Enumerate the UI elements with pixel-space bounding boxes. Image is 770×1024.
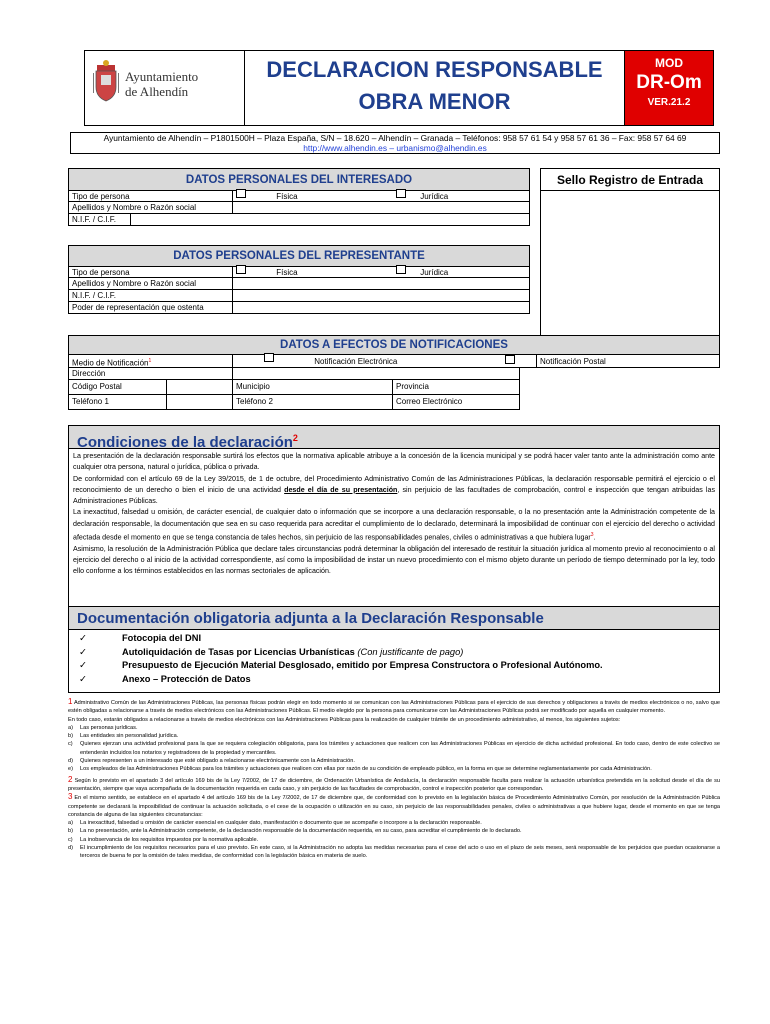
footnote-list-item	[68, 765, 720, 773]
condiciones-p2-underlined: desde el día de su presentación	[284, 485, 398, 494]
tel1-label: Teléfono 1	[69, 395, 167, 409]
doc-item-text: Autoliquidación de Tasas por Licencias Urbanísticas	[122, 646, 358, 657]
tel2-label: Teléfono 2	[233, 395, 393, 409]
list-marker: b)	[68, 828, 73, 835]
cp-label: Código Postal	[69, 380, 167, 394]
rep-fisica-checkbox[interactable]	[236, 265, 246, 274]
doc-item-presupuesto	[69, 659, 719, 673]
list-text: Quienes representen a un interesado que esté obligado a relacionarse electrónicamente con la Administración.	[80, 758, 355, 765]
rep-nombre-label: Apellidos y Nombre o Razón social	[69, 278, 233, 289]
footnote-2-text: Según lo previsto en el apartado 3 del artículo 169 bis de la Ley 7/2002, de 17 de diciembre, de Ordenación Urbanística de Andalucía, la declaración responsable faculta para realizar la actuación urbanística pretendida en la solicitud desde el día de su presentación, siempre que vaya acompañada de la documentación requerida en cada caso, y sin perjuicio de las facultades de comprobación, control e inspección posterior que correspondan.	[68, 777, 720, 792]
condiciones-p3: La inexactitud, falsedad u omisión, de carácter esencial, de cualquier dato o información que se incorpore a una declaración responsable, o la no presentación ante la Administración competente de la declaración responsable, la documentación que sea en su caso requerida para acreditar el cumplimiento de lo declarado, determinará la imposibilidad de continuar con el ejercicio del derecho o actividad afectada desde el momento en que se tenga constancia de tales hechos, sin perjuicio de las responsabilidades penales, civiles o administrativas a que hubiera lugar$^3$.	[73, 508, 715, 542]
postal-checkbox[interactable]	[505, 355, 515, 364]
list-marker: a)	[68, 820, 73, 827]
electronica-label: Notificación Electrónica	[314, 357, 398, 366]
footnote-list-item	[68, 819, 720, 827]
footnote-list-item	[68, 836, 720, 844]
provincia-label: Provincia	[396, 382, 429, 391]
registro-entrada-box	[540, 168, 720, 338]
footnote-2-number: 2	[68, 774, 73, 784]
rep-nif-input[interactable]	[233, 290, 529, 301]
rep-fisica-option	[233, 267, 393, 277]
footnote-list-item	[68, 757, 720, 765]
rep-nombre-input[interactable]	[233, 278, 529, 289]
rep-juridica-label: Jurídica	[420, 268, 449, 277]
footnote-3-number: 3	[68, 792, 73, 802]
cp-row	[68, 380, 520, 395]
logo-line-1: Ayuntamiento	[125, 69, 199, 84]
condiciones-p3-footnote-ref: 3	[590, 532, 594, 539]
municipio-label: Municipio	[233, 380, 393, 394]
footnote-1-text: Administrativo Común de las Administraciones Públicas, las personas físicas podrán elegir en todo momento si se comunican con las Administraciones Públicas para el ejercicio de sus derechos y obligaciones a través de medios electrónicos o no, salvo que estén obligadas a relacionarse a través de medios electrónicos con las Administraciones Públicas. El medio elegido por la persona para comunicarse con las Administraciones Públicas podrá ser modificado por aquella en cualquier momento.	[68, 700, 720, 715]
rep-fisica-label: Física	[276, 268, 298, 277]
fisica-option	[233, 191, 393, 201]
list-marker: b)	[68, 733, 73, 740]
representante-tipo-row	[68, 266, 530, 278]
check-mark-icon: ✓	[79, 646, 87, 657]
tipo-label: Tipo de persona	[69, 191, 233, 201]
registro-entrada-title: Sello Registro de Entrada	[541, 169, 719, 191]
list-text: El incumplimiento de los requisitos necesarios para el uso previsto. En este caso, si la Administración no adopta las medidas necesarias para el cese del acto o uso en el plazo de seis meses, será responsable de los perjuicios que puedan ocasionarse a terceros de buena fe por la omisión de tales medidas, de conformidad con la legislación básica en materia de suelo.	[80, 845, 720, 860]
juridica-checkbox[interactable]	[396, 189, 406, 198]
rep-nif-label: N.I.F. / C.I.F.	[69, 290, 233, 301]
list-marker: d)	[68, 758, 73, 765]
rep-juridica-checkbox[interactable]	[396, 265, 406, 274]
footnote-1	[68, 698, 720, 716]
medio-row	[68, 354, 720, 368]
check-mark-icon: ✓	[79, 633, 87, 643]
representante-title: DATOS PERSONALES DEL REPRESENTANTE	[68, 245, 530, 266]
juridica-option	[393, 191, 531, 201]
doc-item-note: (Con justificante de pago)	[357, 646, 464, 657]
nombre-input[interactable]	[233, 202, 529, 213]
list-text: La inobservancia de los requisitos impuestos por la normativa aplicable.	[80, 836, 259, 843]
footnote-list-item	[68, 844, 720, 861]
correo-label: Correo Electrónico	[396, 397, 463, 406]
nif-input[interactable]	[131, 214, 529, 225]
address-line: Ayuntamiento de Alhendín – P1801500H – Plaza España, S/N – 18.620 – Alhendín – Granada – Teléfonos: 958 57 61 54 y 958 57 61 36 – Fax: 958 57 64 69	[103, 133, 687, 143]
footnote-3-list	[68, 819, 720, 860]
juridica-label: Jurídica	[420, 192, 449, 201]
list-text: Las entidades sin personalidad jurídica.	[80, 733, 179, 740]
medio-label-text: Medio de Notificación	[72, 358, 149, 368]
footnote-2	[68, 776, 720, 794]
doc-item-tasas	[69, 646, 719, 660]
documentacion-list	[68, 630, 720, 693]
list-text: La no presentación, ante la Administración competente, de la declaración responsable de la documentación requerida, en su caso, para acreditar el cumplimiento de lo declarado.	[80, 828, 522, 835]
doc-item-dni	[69, 632, 719, 646]
check-mark-icon: ✓	[79, 660, 87, 670]
document-title-line-1: DECLARACION RESPONSABLE	[266, 57, 603, 82]
interesado-tipo-row	[68, 190, 530, 202]
doc-item-text: Presupuesto de Ejecución Material Desglosado, emitido por Empresa Constructora o Profesional Autónomo.	[122, 660, 603, 670]
footnotes	[68, 698, 720, 861]
list-text: Los empleados de las Administraciones Públicas para los trámites y actuaciones que realicen con ellas por razón de su condición de empleado público, en la forma en que se determine reglamentariamente por cada Administración.	[80, 766, 652, 773]
rep-nombre-row	[68, 278, 530, 290]
postal-label: Notificación Postal	[540, 357, 606, 366]
direccion-input[interactable]	[233, 368, 519, 379]
telefono-row	[68, 395, 520, 410]
notificaciones-title: DATOS A EFECTOS DE NOTIFICACIONES	[68, 335, 720, 354]
interesado-title: DATOS PERSONALES DEL INTERESADO	[68, 168, 530, 190]
medio-footnote-ref: 1	[148, 358, 152, 364]
footnote-1b: En todo caso, estarán obligados a relacionarse a través de medios electrónicos con las Administraciones Públicas para la realización de cualquier trámite de un procedimiento administrativo, al menos, los siguientes sujetos:	[68, 716, 621, 723]
logo-text	[125, 69, 198, 99]
rep-juridica-option	[393, 267, 531, 277]
logo-line-2: de Alhendín	[125, 84, 189, 99]
footnote-list-item	[68, 827, 720, 835]
condiciones-p1: La presentación de la declaración responsable surtirá los efectos que la normativa aplicable atribuye a la concesión de la licencia municipal y se podrá hacer valer tanto ante la administración como ante cualquier otra persona, natural o jurídica, pública o privada.	[73, 452, 715, 472]
footnote-3-text: En el mismo sentido, se establece en el apartado 4 del artículo 169 bis de la Ley 7/2002, de 17 de diciembre que, de conformidad con lo previsto en la legislación básica de Procedimiento Administrativo Común, por resolución de la Administración Pública competente se declarará la imposibilidad de continuar la actuación solicitada, o el cese de la ocupación o utilización en su caso, sin perjuicio de las responsabilidades penales, civiles o administrativas a que hubiere lugar, desde el momento en que se tenga constancia de alguna de las siguientes circunstancias:	[68, 795, 720, 818]
list-text: Quienes ejerzan una actividad profesional para la que se requiera colegiación obligatoria, para los trámites y actuaciones que realicen con las Administraciones Públicas en ejercicio de dicha actividad profesional. En todo caso, dentro de este colectivo se entenderán incluidos los notarios y registradores de la propiedad y mercantiles.	[80, 741, 720, 756]
coat-of-arms-icon	[93, 59, 119, 103]
list-marker: c)	[68, 741, 73, 748]
cp-input[interactable]	[167, 380, 233, 394]
footnote-3	[68, 793, 720, 819]
logo-cell	[85, 51, 245, 125]
direccion-row	[68, 368, 520, 380]
condiciones-p3-text: La inexactitud, falsedad u omisión, de carácter esencial, de cualquier dato o información que se incorpore a una declaración responsable, o la no presentación ante la Administración competente de la declaración responsable, la documentación que sea en su caso requerida para acreditar el cumplimiento de lo declarado, determinará la imposibilidad de continuar con el ejercicio del derecho o actividad afectada desde el momento en que se tenga constancia de tales hechos, sin perjuicio de las responsabilidades penales, civiles o administrativas a que hubiera lugar	[73, 508, 715, 542]
document-title-line-2: OBRA MENOR	[358, 89, 511, 114]
mod-label: MOD	[655, 56, 683, 70]
footnote-list-item	[68, 740, 720, 757]
tel1-input[interactable]	[167, 395, 233, 409]
list-text: La inexactitud, falsedad u omisión de carácter esencial en cualquier dato, manifestación o documento que se acompañe o incorpore a la declaración responsable.	[80, 820, 482, 827]
condiciones-footnote-ref: 2	[292, 433, 298, 443]
list-marker: e)	[68, 766, 73, 773]
fisica-label: Física	[276, 192, 298, 201]
rep-poder-row	[68, 302, 530, 314]
condiciones-title-text: Condiciones de la declaración	[77, 434, 293, 451]
footnote-1-number: 1	[68, 697, 73, 706]
mod-version: VER.21.2	[647, 97, 691, 108]
nombre-label: Apellidos y Nombre o Razón social	[69, 202, 233, 213]
condiciones-body	[68, 449, 720, 619]
rep-tipo-label: Tipo de persona	[69, 267, 233, 277]
condiciones-p2-end: , sin perjuicio de las facultades de comprobación, control e inspección que tengan atribuidas las Administraciones Públicas.	[73, 485, 715, 506]
check-mark-icon: ✓	[79, 673, 87, 684]
direccion-label: Dirección	[69, 368, 233, 379]
condiciones-p2	[73, 474, 715, 508]
medio-label	[69, 355, 233, 367]
condiciones-p4: Asimismo, la resolución de la Administración Pública que declare tales circunstancias podrá determinar la obligación del interesado de restituir la situación jurídica al momento previo al reconocimiento o al ejercicio del derecho o al inicio de la actividad correspondiente, así como la imposibilidad de instar un nuevo procedimiento con el mismo objeto durante un período de tiempo determinado por la ley, todo ello conforme a los términos establecidos en las normas sectoriales de aplicación.	[73, 544, 715, 576]
address-box	[70, 132, 720, 154]
nif-label: N.I.F. / C.I.F.	[69, 214, 131, 225]
rep-poder-label: Poder de representación que ostenta	[69, 302, 233, 313]
list-marker: a)	[68, 724, 73, 731]
interesado-section	[68, 168, 530, 226]
doc-item-anexo	[69, 673, 719, 687]
document-header	[84, 50, 714, 126]
contact-links[interactable]: http://www.alhendin.es – urbanismo@alhendin.es	[303, 142, 487, 153]
documentacion-title: Documentación obligatoria adjunta a la Declaración Responsable	[68, 606, 720, 630]
postal-option	[537, 355, 719, 367]
condiciones-title	[68, 425, 720, 449]
interesado-nif-row	[68, 214, 530, 226]
condiciones-p2-start: De conformidad con el artículo 69 de la Ley 39/2015, de 1 de octubre, del Procedimiento Administrativo Común de las Administraciones Públicas, la declaración responsable permitirá el ejercicio o el reconocimiento de un derecho o bien el inicio de una actividad	[73, 474, 715, 494]
list-marker: d)	[68, 845, 73, 852]
model-code-badge	[625, 51, 713, 125]
mod-code: DR-Om	[636, 72, 702, 93]
footnote-1-list	[68, 724, 720, 774]
electronica-checkbox[interactable]	[264, 353, 274, 362]
fisica-checkbox[interactable]	[236, 189, 246, 198]
list-text: Las personas jurídicas.	[80, 724, 138, 731]
title-cell	[245, 51, 625, 125]
representante-section	[68, 245, 530, 314]
electronica-option	[233, 355, 537, 367]
list-marker: c)	[68, 836, 73, 843]
footnote-list-item	[68, 732, 720, 740]
footnote-list-item	[68, 724, 720, 732]
notificaciones-section	[68, 335, 720, 410]
doc-item-text: Anexo – Protección de Datos	[122, 673, 251, 684]
rep-poder-input[interactable]	[233, 302, 529, 313]
interesado-nombre-row	[68, 202, 530, 214]
doc-item-text: Fotocopia del DNI	[122, 633, 202, 643]
rep-nif-row	[68, 290, 530, 302]
